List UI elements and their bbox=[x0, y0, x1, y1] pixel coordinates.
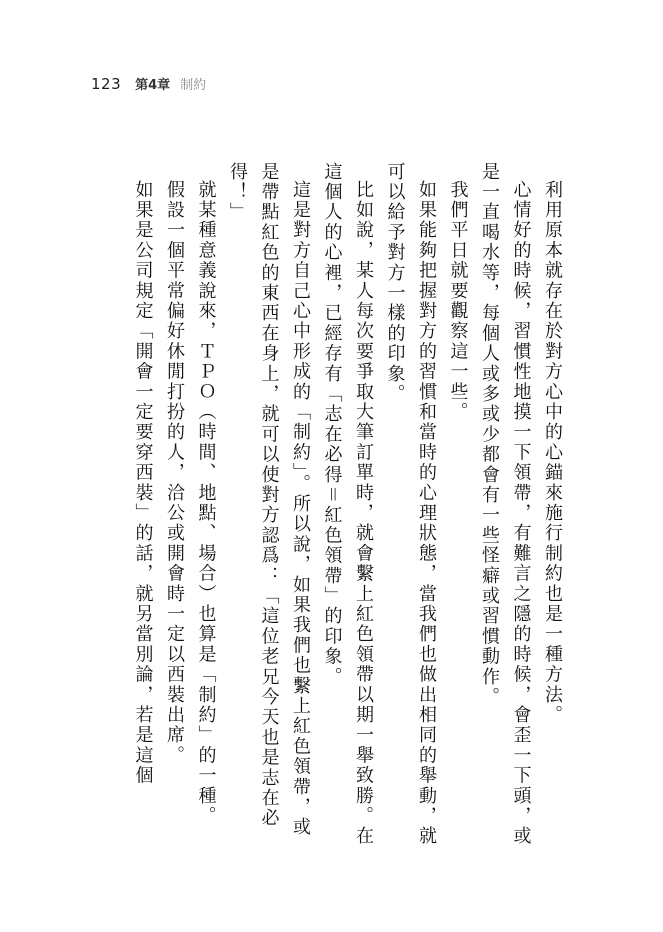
paragraph-6: 這是對方自己心中形成的「制約」。所以說，如果我們也繫上紅色領帶，或是帶點紅色的東西在身上，就可以使對方認爲：「這位老兄今天也是志在必得！」 bbox=[227, 162, 311, 838]
paragraph-8: 假設一個平常偏好休閒打扮的人，洽公或開會時一定以西裝出席。 bbox=[164, 180, 185, 766]
paragraph-7: 就某種意義說來，ＴＰＯ（時間、地點、場合）也算是「制約」的一種。 bbox=[195, 180, 217, 827]
running-header bbox=[91, 74, 206, 98]
page-number: 123 bbox=[91, 75, 122, 93]
paragraph-4: 如果能夠把握對方的習慣和當時的心理狀態，當我們也做出相同的舉動，就可以給予對方一樣的印象。 bbox=[384, 162, 437, 847]
vertical-body-text bbox=[88, 162, 568, 852]
paragraph-3: 我們平日就要觀察這一些。 bbox=[447, 180, 469, 423]
paragraph-5: 比如說，某人每次要爭取大筆訂單時，就會繫上紅色領帶以期一舉致勝。在這個人的心裡，已經存有「志在必得＝紅色領帶」的印象。 bbox=[321, 162, 374, 847]
paragraph-9: 如果是公司規定「開會一定要穿西裝」的話，就另當別論，若是這個 bbox=[132, 180, 154, 786]
chapter-label: 第4章 bbox=[135, 78, 171, 93]
paragraph-1: 利用原本就存在於對方心中的心錨來施行制約也是一種方法。 bbox=[542, 180, 563, 726]
chapter-title: 制約 bbox=[180, 78, 207, 93]
paragraph-2: 心情好的時候，習慣性地摸一下領帶，有難言之隱的時候，會歪一下頭，或是一直喝水等，每個人或多或少都會有一些怪癖或習慣動作。 bbox=[479, 162, 532, 847]
